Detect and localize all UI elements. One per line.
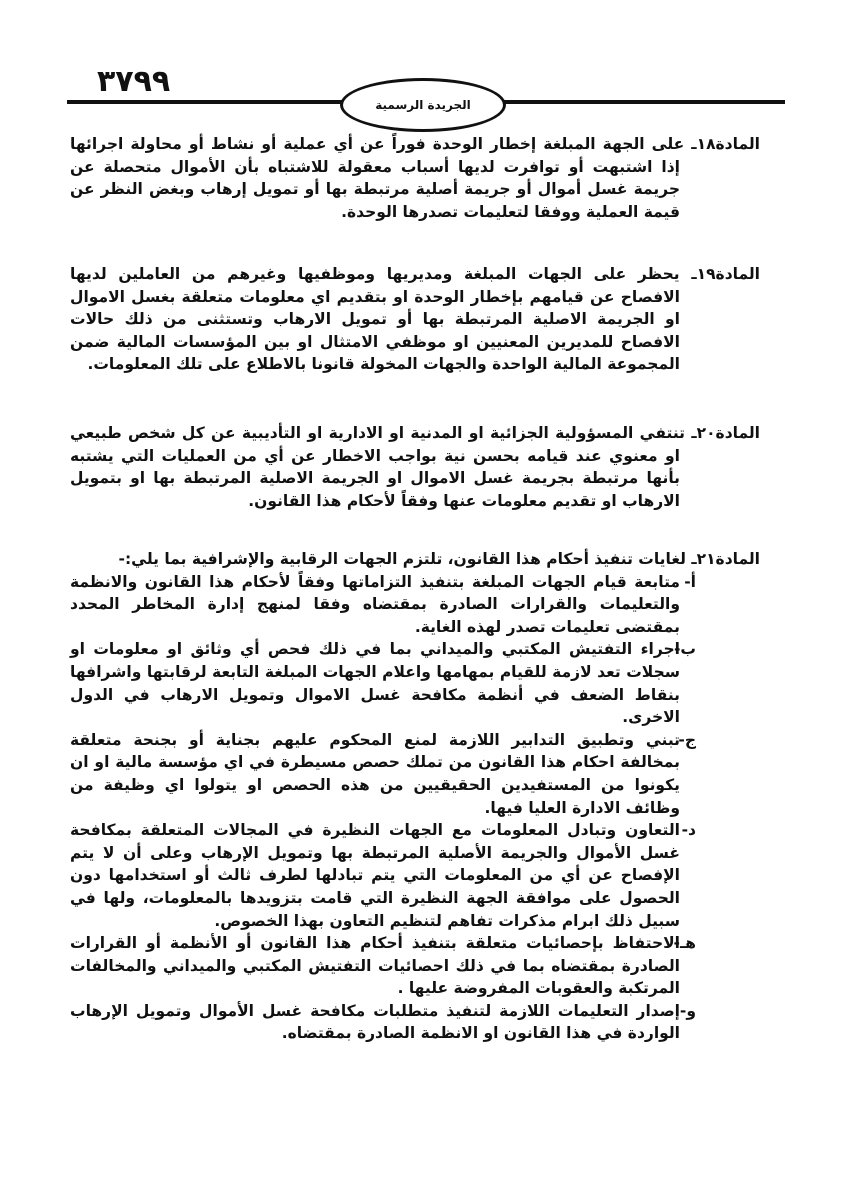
list-item-text: التعاون وتبادل المعلومات مع الجهات النظيرة في المجالات المتعلقة بمكافحة غسل الأموال والجريمة الأصلية المرتبطة بها وتمويل الإرهاب وعلى أن لا يتم الإفصاح عن أي من المعلومات التي يتم تبادلها لطرف ثالث أو استخدامها دون الحصول على موافقة الجهة النظيرة التي قامت بتزويدها بالمعلومات، ولها في سبيل ذلك ابرام مذكرات تفاهم لتنظيم التعاون بهذا الخصوص. (70, 821, 680, 930)
list-item-text: متابعة قيام الجهات المبلغة بتنفيذ التزاماتها وفقاً لأحكام هذا القانون والانظمة والتعليمات والقرارات الصادرة بمقتضاه وفقا لمنهج إدارة المخاطر المحدد بمقتضى تعليمات تصدر لهذه الغاية. (70, 572, 680, 636)
list-item-f (70, 1000, 760, 1045)
article-18 (70, 133, 760, 223)
article-paragraph (70, 133, 760, 223)
article-text: على الجهة المبلغة إخطار الوحدة فوراً عن أي عملية أو نشاط أو محاولة اجرائها إذا اشتبهت أو توافرت لديها أسباب معقولة للاشتباه بأن الأموال متحصلة عن جريمة غسل أموال أو جريمة أصلية مرتبطة بها أو تمويل إرهاب وبغض النظر عن قيمة العملية ووفقا لتعليمات تصدرها الوحدة. (70, 135, 685, 221)
article-label: المادة٢٠ـ (691, 424, 760, 442)
list-item-label: ب- (673, 640, 696, 659)
publication-title: الجريدة الرسمية (375, 98, 471, 112)
article-19 (70, 263, 760, 376)
list-item-label: هـ- (673, 934, 696, 953)
list-item-text: الاحتفاظ بإحصائيات متعلقة بتنفيذ أحكام هذا القانون أو الأنظمة أو القرارات الصادرة بمقتضاه بما في ذلك احصائيات التفتيش المكتبي والميداني والمخالفات المرتكبة والعقوبات المفروضة عليها . (70, 934, 680, 998)
article-text: تنتفي المسؤولية الجزائية او المدنية او الادارية او التأديبية عن كل شخص طبيعي او معنوي عند قيامه بحسن نية بواجب الاخطار عن أي من العمليات التي يشتبه بأنها مرتبطة بجريمة غسل الاموال او الجريمة الاصلية المرتبطة بها او بتمويل الارهاب او تقديم معلومات عنها وفقاً لأحكام هذا القانون. (70, 424, 685, 510)
list-item-label: أ- (684, 572, 696, 591)
list-item-text: اجراء التفتيش المكتبي والميداني بما في ذلك فحص أي وثائق او معلومات او سجلات تعد لازمة للقيام بمهامها واعلام الجهات المبلغة التابعة لرقابتها واشرافها بنقاط الضعف في أنظمة مكافحة غسل الاموال وتمويل الارهاب في الدول الاخرى. (70, 640, 680, 727)
article-paragraph (70, 548, 760, 571)
page-number: ٣٧٩٩ (97, 64, 171, 99)
list-item-label: و- (679, 1001, 696, 1020)
list-item-e (70, 932, 760, 1000)
publication-title-oval (340, 78, 506, 132)
list-item-c (70, 729, 760, 819)
list-item-d (70, 819, 760, 932)
list-item-text: إصدار التعليمات اللازمة لتنفيذ متطلبات مكافحة غسل الأموال وتمويل الإرهاب الواردة في هذا القانون او الانظمة الصادرة بمقتضاه. (70, 1001, 680, 1043)
article-paragraph (70, 422, 760, 512)
article-label: المادة١٩ـ (691, 265, 760, 283)
article-label: المادة٢١ـ (691, 550, 760, 568)
article-label: المادة١٨ـ (691, 135, 760, 153)
list-item-b (70, 638, 760, 728)
article-paragraph (70, 263, 760, 376)
article-21 (70, 548, 760, 1045)
article-20 (70, 422, 760, 512)
list-item-label: ج- (678, 730, 696, 749)
article-text: يحظر على الجهات المبلغة ومديريها وموظفيها وغيرهم من العاملين لديها الافصاح عن قيامهم بإخطار الوحدة او بتقديم اي معلومات متعلقة بغسل الاموال او الجريمة الاصلية المرتبطة بها أو تمويل الارهاب وتستثنى من ذلك حالات الافصاح للمديرين المعنيين او موظفي الامتثال او بين المؤسسات المالية ضمن المجموعة المالية الواحدة والجهات المخولة قانونا بالاطلاع على تلك المعلومات. (70, 265, 680, 374)
list-item-a (70, 571, 760, 639)
article-text: لغايات تنفيذ أحكام هذا القانون، تلتزم الجهات الرقابية والإشرافية بما يلي:- (118, 550, 686, 568)
list-item-text: تبني وتطبيق التدابير اللازمة لمنع المحكوم عليهم بجناية أو بجنحة متعلقة بمخالفة احكام هذا القانون من تملك حصص مسيطرة في اي مؤسسة مالية او ان يكونوا من المستفيدين الحقيقيين من هذه الحصص او يتولوا اي وظيفة من وظائف الادارة العليا فيها. (70, 730, 680, 817)
list-item-label: د- (681, 821, 696, 840)
